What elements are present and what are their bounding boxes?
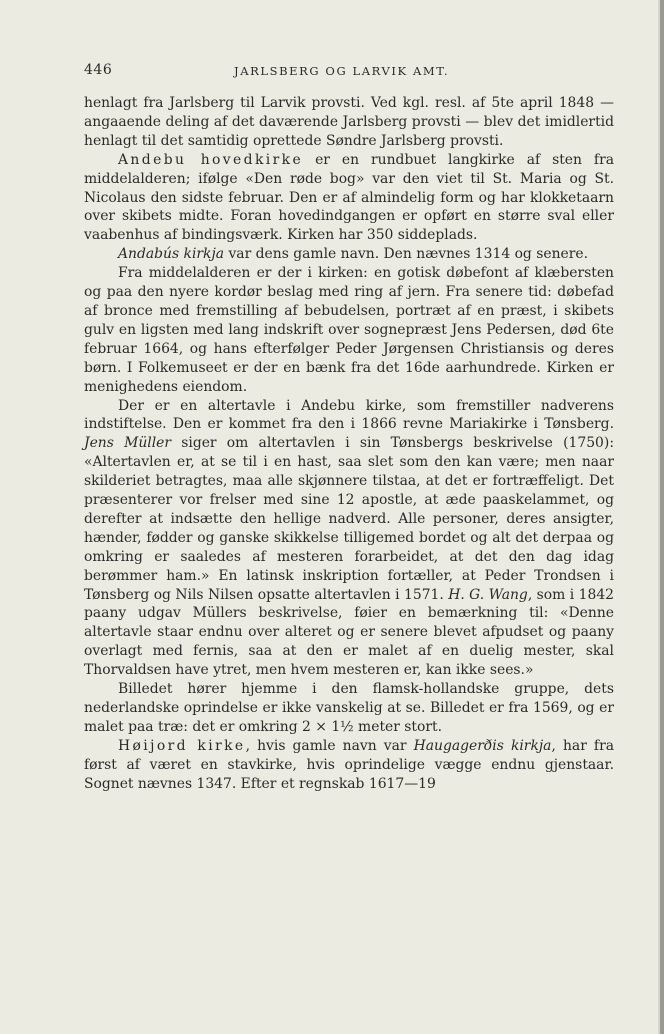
paragraph-7b: , har fra først af været en stavkirke, hvis oprindelige vægge endnu gjenstaar. Sognet nævnes 1347. Efter et regnskab 1617—19 — [84, 737, 614, 792]
paragraph-5b: siger om altertavlen i sin Tønsbergs beskrivelse (1750): «Altertavlen er, at se til i en hast, saa slet som den kan være; men naar skilderiet betragtes, maa alle skjønnere tilstaa, at det er fortræffeligt. Det præsenterer vor frelser med sine 12 apostle, at æde paaskelammet, og derefter at indsætte den hellige nadverd. Alle personer, deres ansigter, hænder, fødder og ganske skikkelse tilligemed bordet og alt det derpaa og omkring er saaledes af mesteren forarbeidet, at det den dag idag berømmer ham.» En latinsk inskription fortæller, at Peder Trondsen i Tønsberg og Nils Nilsen opsatte altertavlen i 1571. — [84, 435, 614, 603]
paragraph-7a: , hvis gamle navn var — [245, 737, 414, 754]
paragraph-1: henlagt fra Jarlsberg til Larvik provsti. Ved kgl. resl. af 5te april 1848 — angaaende deling af det daværende Jarlsberg provsti — blev det imidlertid henlagt til det samtidig oprettede Søndre Jarlsberg provsti. — [84, 95, 614, 149]
page-number: 446 — [84, 62, 113, 78]
page-body — [84, 94, 614, 794]
old-name-andabus: Andabús kirkja — [118, 246, 225, 263]
paragraph-5a: Der er en altertavle i Andebu kirke, som fremstiller nadverens indstiftelse. Den er kommet fra den i 1866 revne Mariakirke i Tønsberg. — [84, 397, 614, 433]
paragraph-altertavle — [84, 397, 614, 681]
paragraph-5c: , som i 1842 paany udgav Müllers beskrivelse, føier en bemærkning til: «Denne altertavle staar endnu over alteret og er senere blevet afpudset og paany overlagt med fernis, saa at den er malet af en duelig mester, skal Thorvaldsen have ytret, men hvem mesteren er, kan ikke sees.» — [84, 586, 614, 679]
paragraph-old-name — [84, 245, 614, 264]
author-jens-muller: Jens Müller — [84, 435, 172, 452]
page-edge — [660, 0, 664, 1034]
paragraph-inventory: Fra middelalderen er der i kirken: en gotisk døbefont af klæbersten og paa den nyere kordør beslag med ring af jern. Fra senere tid: døbefad af bronce med fremstilling af bebudelsen, portræt af en præst, i skibets gulv en ligsten med lang indskrift over sognepræst Jens Pedersen, død 6te februar 1664, og hans efterfølger Peder Jørgensen Christiansis og deres børn. I Folkemuseet er der en bænk fra det 16de aarhundrede. Kirken er menighedens eiendom. — [84, 265, 614, 395]
page-header — [84, 62, 624, 82]
author-hg-wang: H. G. Wang — [448, 586, 528, 603]
old-name-haugagerdis: Haugagerðis kirkja — [413, 737, 552, 754]
heading-andebu-hovedkirke: Andebu hovedkirke — [118, 151, 304, 168]
paragraph-3-text: var dens gamle navn. Den nævnes 1314 og senere. — [224, 246, 589, 263]
paragraph-billedet: Billedet hører hjemme i den flamsk-hollandske gruppe, dets nederlandske oprindelse er ikke vanskelig at se. Billedet er fra 1569, og er malet paa træ: det er omkring 2 × 1½ meter stort. — [84, 681, 614, 735]
paragraph-hoijord-kirke — [84, 737, 614, 794]
paragraph-2-text: er en rundbuet langkirke af sten fra middelalderen; ifølge «Den røde bog» var den viet til St. Maria og St. Nicolaus den sidste februar. Den er af almindelig form og har klokketaarn over skibets midte. Foran hovedindgangen er opført en større sval eller vaabenhus af bindingsværk. Kirken har 350 siddeplads. — [84, 151, 614, 244]
heading-hoijord-kirke: Høijord kirke — [118, 737, 246, 754]
paragraph-andebu-kirke — [84, 151, 614, 246]
running-title: JARLSBERG OG LARVIK AMT. — [234, 64, 450, 78]
